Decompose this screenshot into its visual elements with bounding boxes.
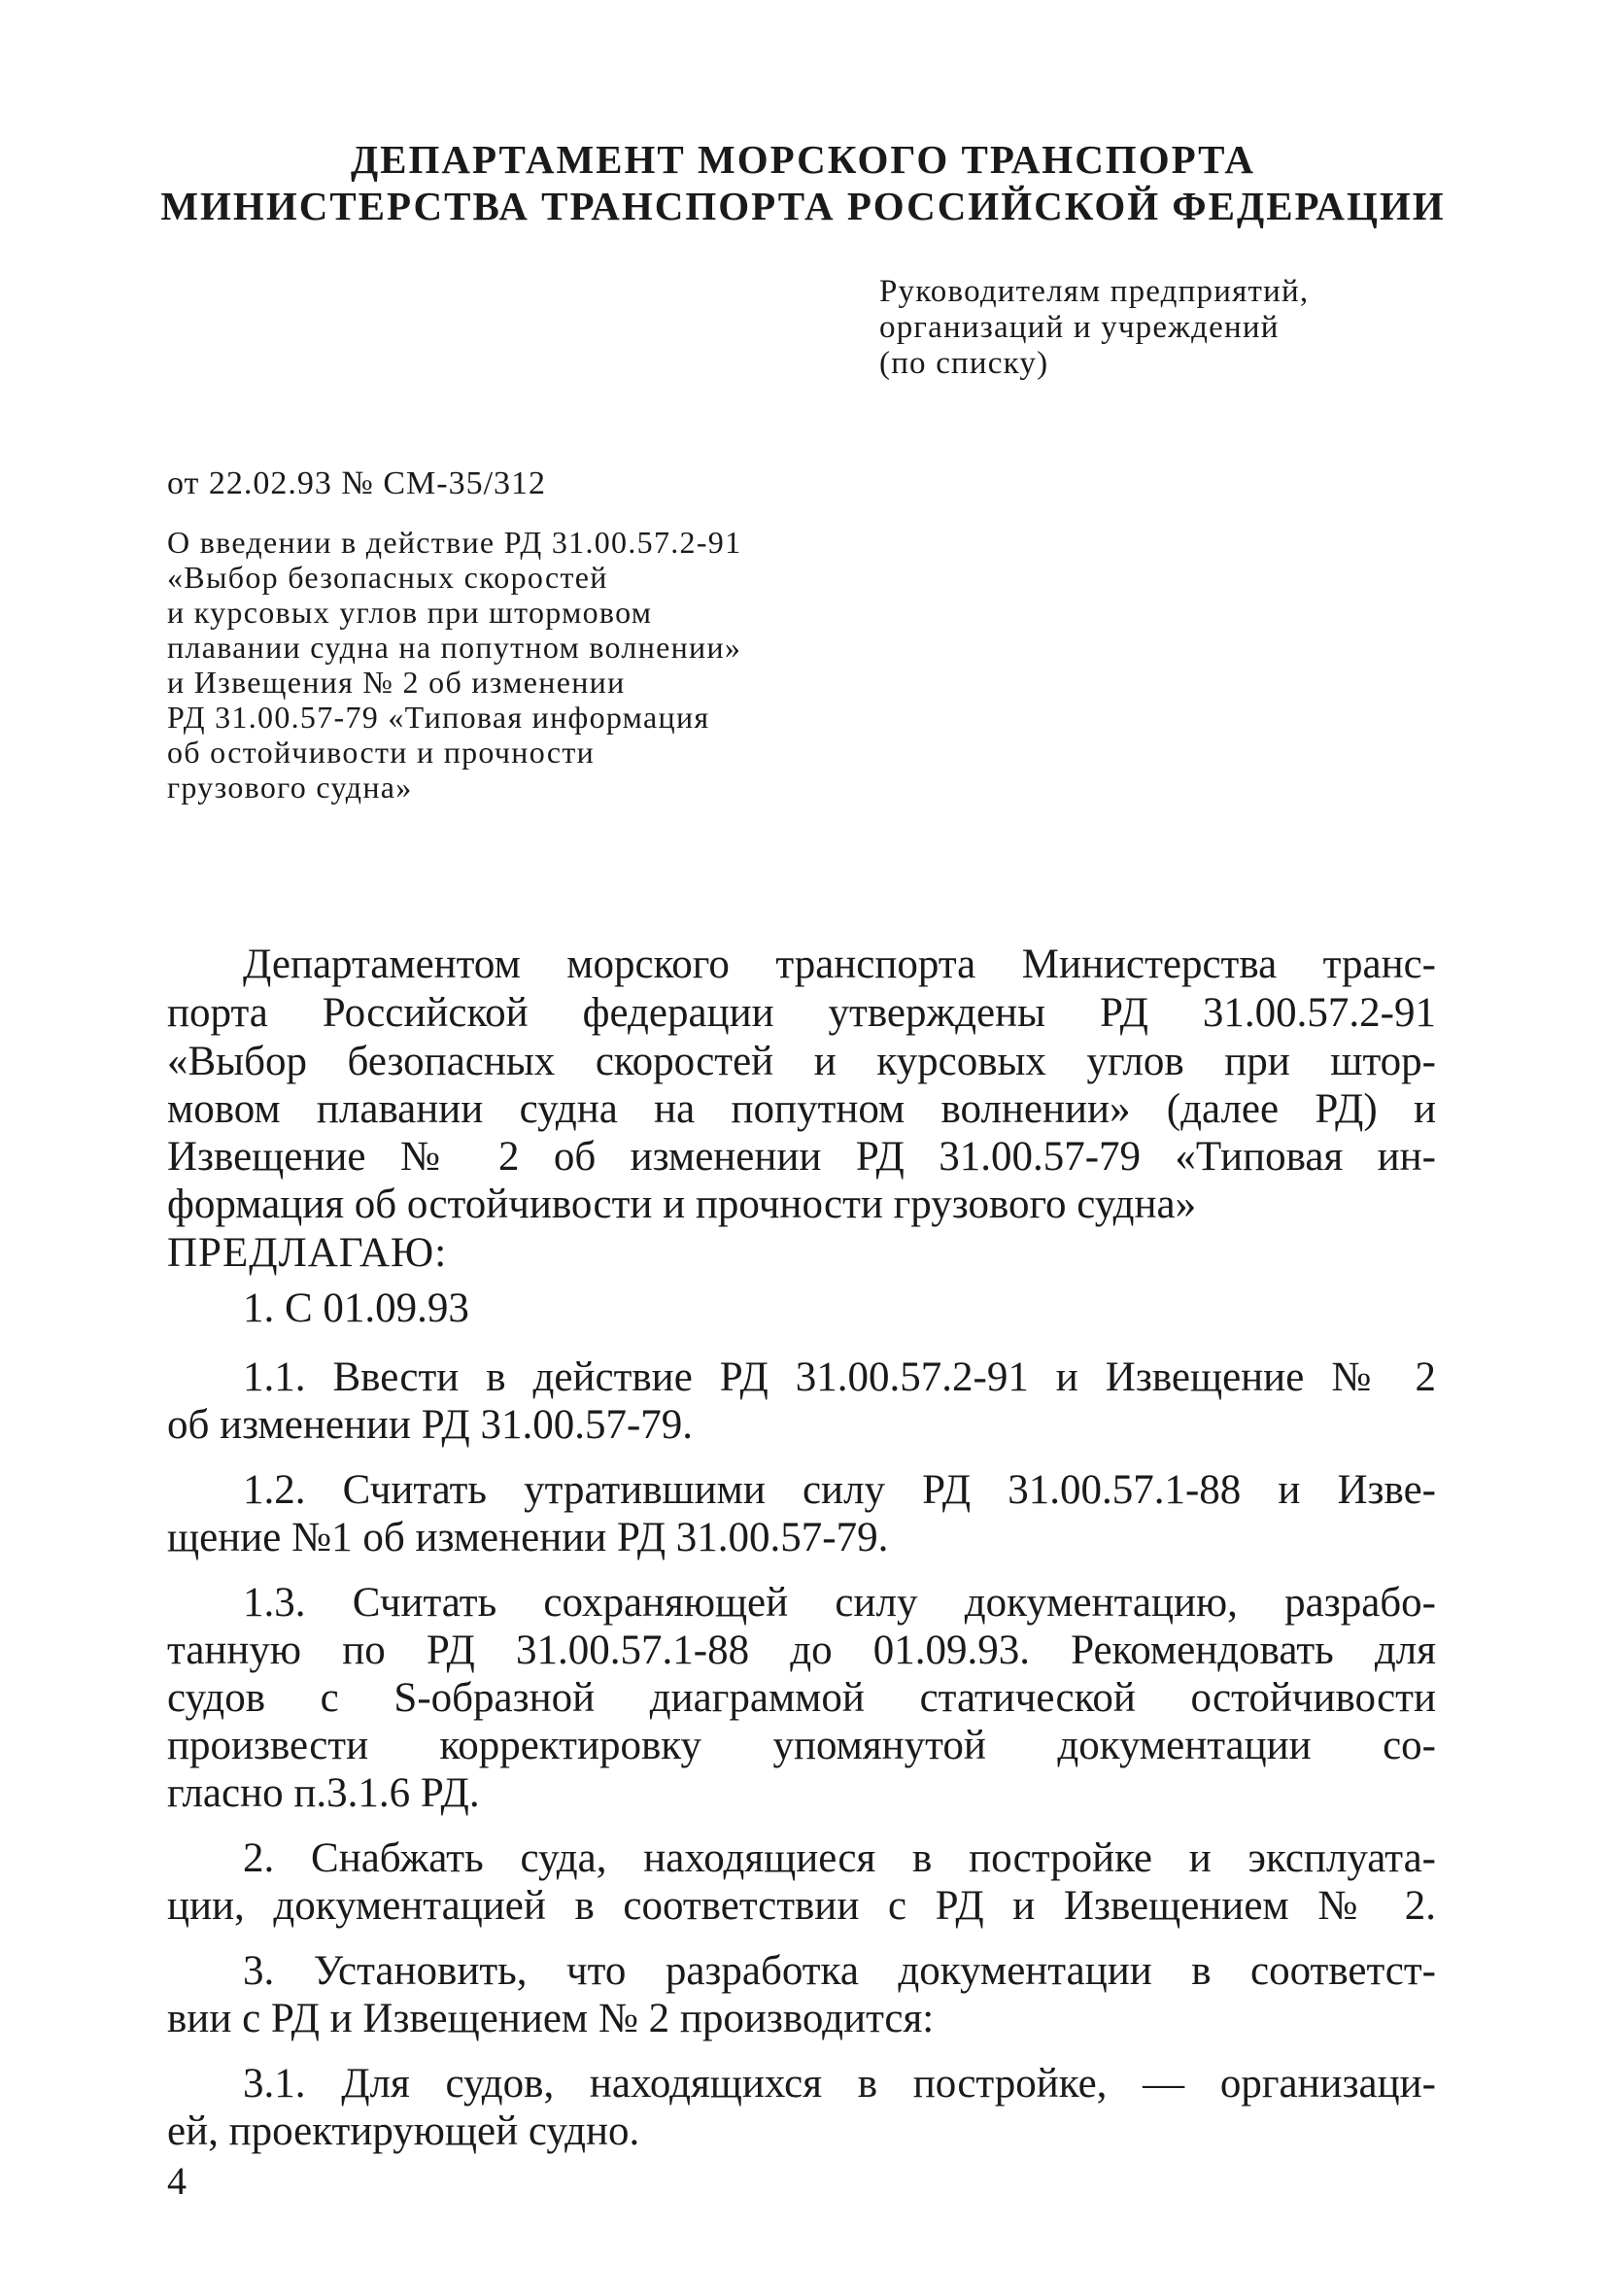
ministry-name: МИНИСТЕРСТВА ТРАНСПОРТА РОССИЙСКОЙ ФЕДЕРАЦИИ — [160, 184, 1446, 228]
proposal-heading: ПРЕДЛАГАЮ: — [167, 1230, 448, 1276]
subject-line: и курсовых углов при штормовом — [167, 595, 653, 630]
body-line: формация об остойчивости и прочности грузового судна» — [167, 1182, 1197, 1227]
body-line: танную по РД 31.00.57.1-88 до 01.09.93. Рекомендовать для — [167, 1628, 1436, 1673]
subject-line: и Извещения № 2 об изменении — [167, 665, 626, 700]
body-line: Извещение № 2 об изменении РД 31.00.57-79 «Типовая ин- — [167, 1134, 1436, 1180]
body-line: ции, документацией в соответствии с РД и Извещением № 2. — [167, 1883, 1436, 1929]
subject-block — [167, 525, 741, 805]
body-line: мовом плавании судна на попутном волнении» (далее РД) и — [167, 1086, 1436, 1132]
body-line: «Выбор безопасных скоростей и курсовых углов при штор- — [167, 1039, 1436, 1084]
body-line: гласно п.3.1.6 РД. — [167, 1770, 480, 1816]
addressee-line: (по списку) — [879, 346, 1049, 381]
body-line: вии с РД и Извещением № 2 производится: — [167, 1996, 935, 2041]
addressee-block — [879, 274, 1309, 382]
department-name: ДЕПАРТАМЕНТ МОРСКОГО ТРАНСПОРТА — [350, 137, 1256, 182]
clause-1-3: 1.3. Считать сохраняющей силу документацию, разрабо- — [243, 1580, 1436, 1626]
body-line: об изменении РД 31.00.57-79. — [167, 1402, 694, 1448]
addressee-line: Руководителям предприятий, — [879, 274, 1310, 309]
subject-line: грузового судна» — [167, 770, 413, 805]
body-line: щение №1 об изменении РД 31.00.57-79. — [167, 1515, 889, 1560]
clause-1-1: 1.1. Ввести в действие РД 31.00.57.2-91 и Извещение № 2 — [243, 1354, 1436, 1400]
addressee-line: организаций и учреждений — [879, 310, 1280, 345]
document-date-number: от 22.02.93 № СМ-35/312 — [167, 465, 547, 501]
subject-line: РД 31.00.57-79 «Типовая информация — [167, 700, 710, 735]
page-number: 4 — [167, 2159, 187, 2203]
subject-line: плавании судна на попутном волнении» — [167, 630, 742, 665]
body-line: произвести корректировку упомянутой документации со- — [167, 1723, 1436, 1768]
body-line: судов с S-образной диаграммой статической остойчивости — [167, 1675, 1436, 1721]
clause-1: 1. С 01.09.93 — [243, 1285, 469, 1331]
body-line: ей, проектирующей судно. — [167, 2108, 640, 2154]
subject-line: «Выбор безопасных скоростей — [167, 560, 608, 595]
clause-1-2: 1.2. Считать утратившими силу РД 31.00.57.1-88 и Изве- — [243, 1467, 1436, 1513]
clause-3-1: 3.1. Для судов, находящихся в постройке, — организаци- — [243, 2061, 1436, 2107]
clause-2: 2. Снабжать суда, находящиеся в постройке и эксплуата- — [243, 1835, 1436, 1881]
subject-line: об остойчивости и прочности — [167, 735, 596, 770]
body-line: порта Российской федерации утверждены РД 31.00.57.2-91 — [167, 990, 1436, 1036]
body-line: Департаментом морского транспорта Министерства транс- — [243, 942, 1436, 987]
subject-line: О введении в действие РД 31.00.57.2-91 — [167, 525, 742, 560]
clause-3: 3. Установить, что разработка документации в соответст- — [243, 1948, 1436, 1994]
